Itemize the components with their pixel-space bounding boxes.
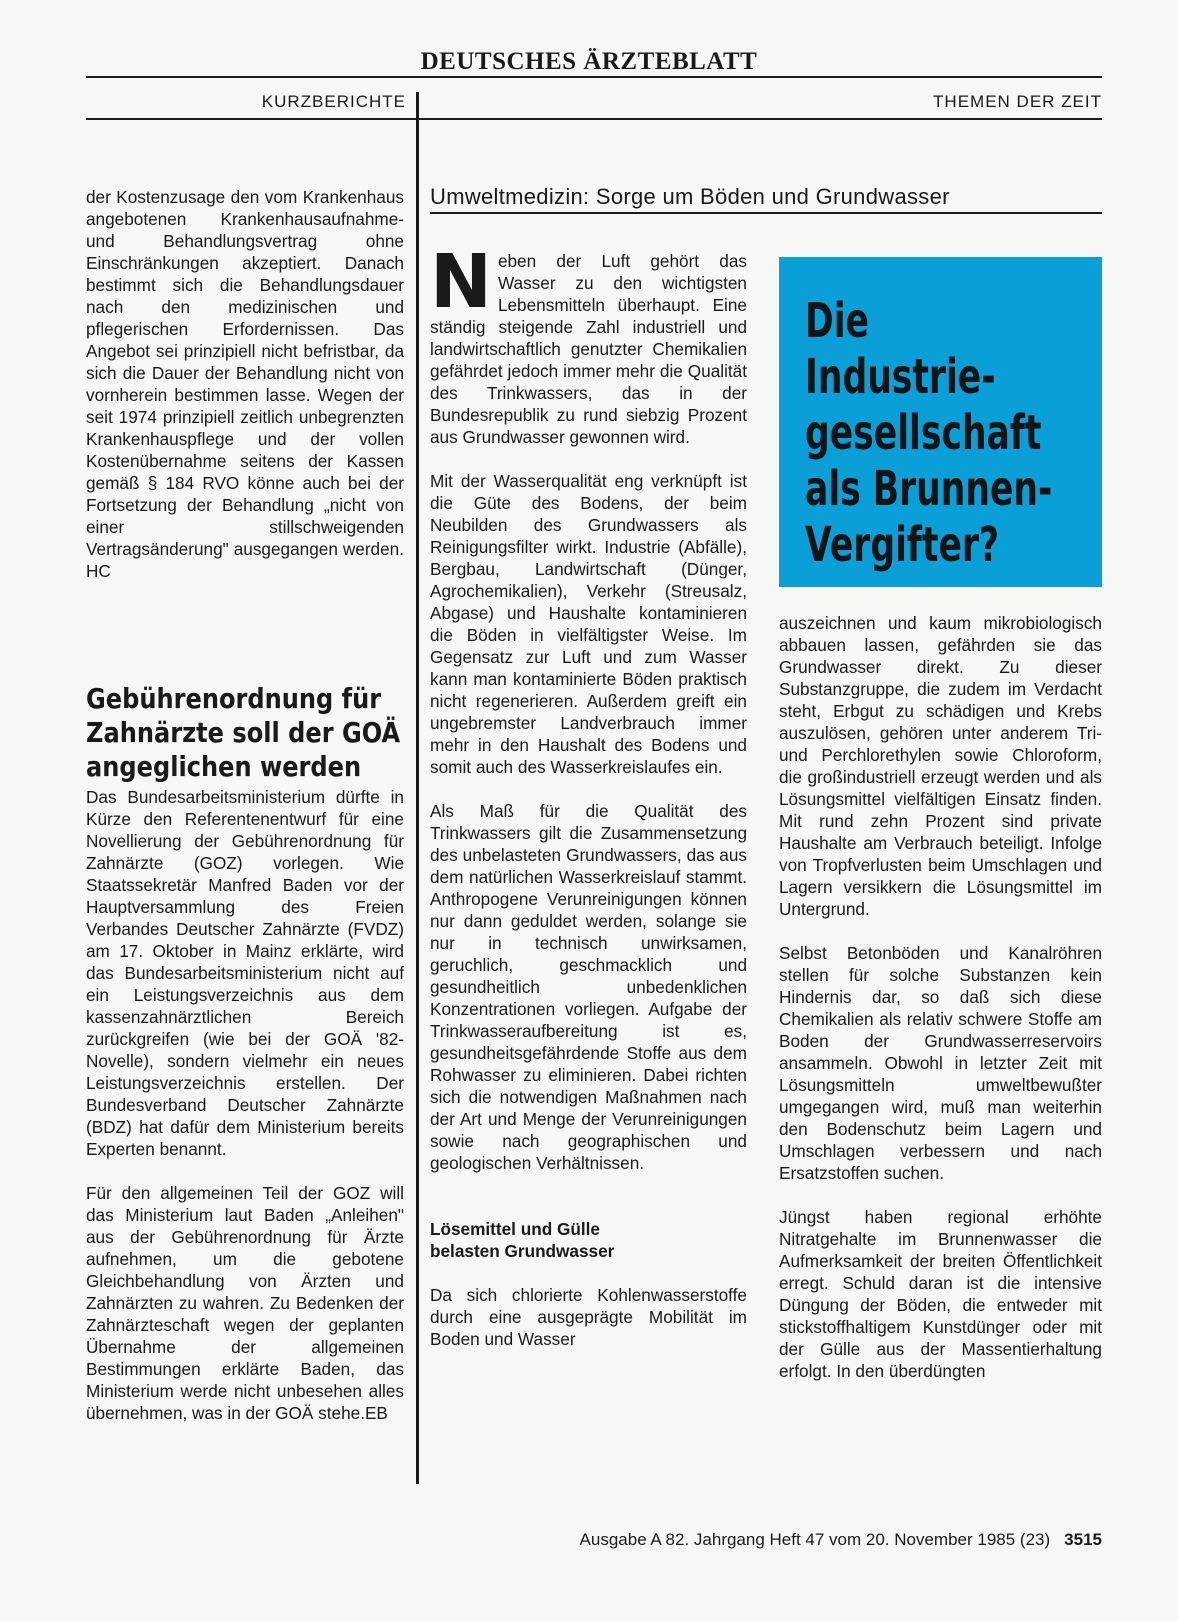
callout-box [779, 257, 1102, 587]
lead-paragraph: Neben der Luft gehört das Wasser zu den wichtigsten Lebensmitteln überhaupt. Eine ständig steigende Zahl industriell und landwirtschaftlich genutzter Chemikalien gefährdet jedoch immer mehr die Qualität des Trinkwassers, das in der Bundesrepublik zu rund siebzig Prozent aus Grundwasser gewonnen wird. [430, 239, 747, 447]
article-paragraph: Als Maß für die Qualität des Trinkwassers gilt die Zusammensetzung des unbelasteten Grundwassers, das aus dem natürlichen Wasserkreislauf stammt. Anthropogene Verunreinigungen können nur dann geduldet werden, solange sie nur in technisch unwirksamen, geruchlich, geschmacklich und gesundheitlich unbedenklichen Konzentrationen vorliegen. Aufgabe der Trinkwasseraufbereitung ist es, gesundheitsgefährdende Stoffe aus dem Rohwasser zu eliminieren. Dabei richten sich die notwendigen Maßnahmen nach der Art und Menge der Verunreinigungen sowie nach geographischen und geologischen Verhältnissen. [430, 801, 747, 1173]
topic-underline [430, 212, 1102, 214]
article-paragraph: Jüngst haben regional erhöhte Nitratgehalte im Brunnenwasser die Aufmerksamkeit der breiten Öffentlichkeit erregt. Schuld daran ist die intensive Düngung der Böden, die entweder mit stickstoffhaltigem Kunstdünger oder mit der Gülle aus der Massentierhaltung erfolgt. In den überdüngten [779, 1207, 1102, 1381]
drop-cap: N [430, 239, 492, 325]
column-divider [416, 92, 419, 1484]
section-rule [86, 118, 1102, 120]
article-paragraph: Für den allgemeinen Teil der GOZ will das Ministerium laut Baden „Anleihen" aus der Gebührenordnung für Ärzte aufnehmen, um die gebotene Gleichbehandlung von Ärzten und Zahnärzten zu wahren. Zu Bedenken der Zahnärzteschaft wegen der geplanten Übernahme der allgemeinen Bestimmungen erklärte Baden, das Ministerium werde nicht unbesehen alles übernehmen, was in der GOÄ stehe.EB [86, 1183, 404, 1423]
header-rule [86, 76, 1102, 78]
article-column-3 [779, 612, 1102, 1382]
section-label-left: KURZBERICHTE [261, 92, 406, 111]
callout-headline: Die Industrie- gesellschaft als Brunnen- Vergifter? [805, 293, 1053, 573]
article-paragraph: Da sich chlorierte Kohlenwasserstoffe durch eine ausgeprägte Mobilität im Boden und Wasser [430, 1285, 747, 1349]
masthead: DEUTSCHES ÄRZTEBLATT [420, 48, 758, 75]
article-paragraph: auszeichnen und kaum mikrobiologisch abbauen lassen, gefährden sie das Grundwasser direkt. Zu dieser Substanzgruppe, die zudem im Verdacht steht, Erbgut zu schädigen und Krebs auszulösen, gehören unter anderem Tri- und Perchlorethylen sowie Chloroform, die großindustriell erzeugt werden und als Lösungsmittel vielfältigen Einsatz finden. Mit rund zehn Prozent sind private Haushalte am Verbrauch beteiligt. Infolge von Tropfverlusten beim Umschlagen und Lagern versikkern die Lösungsmittel im Untergrund. [779, 613, 1102, 919]
article-paragraph: Mit der Wasserqualität eng verknüpft ist die Güte des Bodens, der beim Neubilden des Grundwassers als Reinigungsfilter wirkt. Industrie (Abfälle), Bergbau, Landwirtschaft (Dünger, Agrochemikalien), Verkehr (Streusalz, Abgase) und Haushalte kontaminieren die Böden in vielfältigster Weise. Im Gegensatz zur Luft und zum Wasser kann man kontaminierte Böden praktisch nicht regenerieren. Außerdem greift ein ungebremster Landverbrauch immer mehr in den Haushalt des Bodens und somit auch des Wasserkreislaufes ein. [430, 471, 747, 777]
article-paragraph: Das Bundesarbeitsministerium dürfte in Kürze den Referentenentwurf für eine Novellierung der Gebührenordnung für Zahnärzte (GOZ) vorlegen. Wie Staatssekretär Manfred Baden vor der Hauptversammlung des Freien Verbandes Deutscher Zahnärzte (FVDZ) am 17. Oktober in Mainz erklärte, wird das Bundesarbeitsministerium nicht auf ein Leistungsverzeichnis aus dem kassenzahnärztlichen Bereich zurückgreifen (wie bei der GOÄ '82-Novelle), sondern vielmehr ein neues Leistungsverzeichnis erstellen. Der Bundesverband Deutscher Zahnärzte (BDZ) hat dafür dem Ministerium bereits Experten benannt. [86, 787, 404, 1159]
continuation-paragraph: der Kostenzusage den vom Krankenhaus angebotenen Krankenhausaufnahme- und Behandlungsvertrag ohne Einschränkungen akzeptiert. Danach bestimmt sich die Behandlungsdauer nach den medizinischen und pflegerischen Erfordernissen. Das Angebot sei prinzipiell nicht befristbar, da sich die Dauer der Behandlung nicht von vornherein bestimmen lasse. Wegen der seit 1974 prinzipiell zeitlich unbegrenzten Krankenhauspflege und der vollen Kostenübernahme seitens der Kassen gemäß § 184 RVO könne auch bei der Fortsetzung der Behandlung „nicht von einer stillschweigenden Vertragsänderung" ausgegangen werden. HC [86, 187, 404, 581]
zahnaerzte-headline: Gebührenordnung für Zahnärzte soll der GOÄ angeglichen werden [86, 682, 401, 783]
page-footer [420, 1530, 1102, 1550]
left-column-article [86, 786, 404, 1424]
subheading: Lösemittel und Gülle belasten Grundwasser [430, 1219, 615, 1261]
article-column-2 [430, 239, 747, 1350]
section-label-right: THEMEN DER ZEIT [933, 92, 1102, 111]
issue-info: Ausgabe A 82. Jahrgang Heft 47 vom 20. November 1985 (23) [579, 1530, 1051, 1549]
article-paragraph: Selbst Betonböden und Kanalröhren stellen für solche Substanzen kein Hindernis dar, so daß sich diese Chemikalien als relativ schwere Stoffe am Boden der Grundwasserreservoirs ansammeln. Obwohl in letzter Zeit mit Lösungsmitteln umweltbewußter umgegangen wird, muß man weiterhin den Bodenschutz beim Lagern und Umschlagen verbessern und nach Ersatzstoffen suchen. [779, 943, 1102, 1183]
left-column-continuation [86, 186, 404, 582]
topic-title: Umweltmedizin: Sorge um Böden und Grundwasser [430, 184, 950, 209]
page-number: 3515 [1064, 1530, 1102, 1549]
